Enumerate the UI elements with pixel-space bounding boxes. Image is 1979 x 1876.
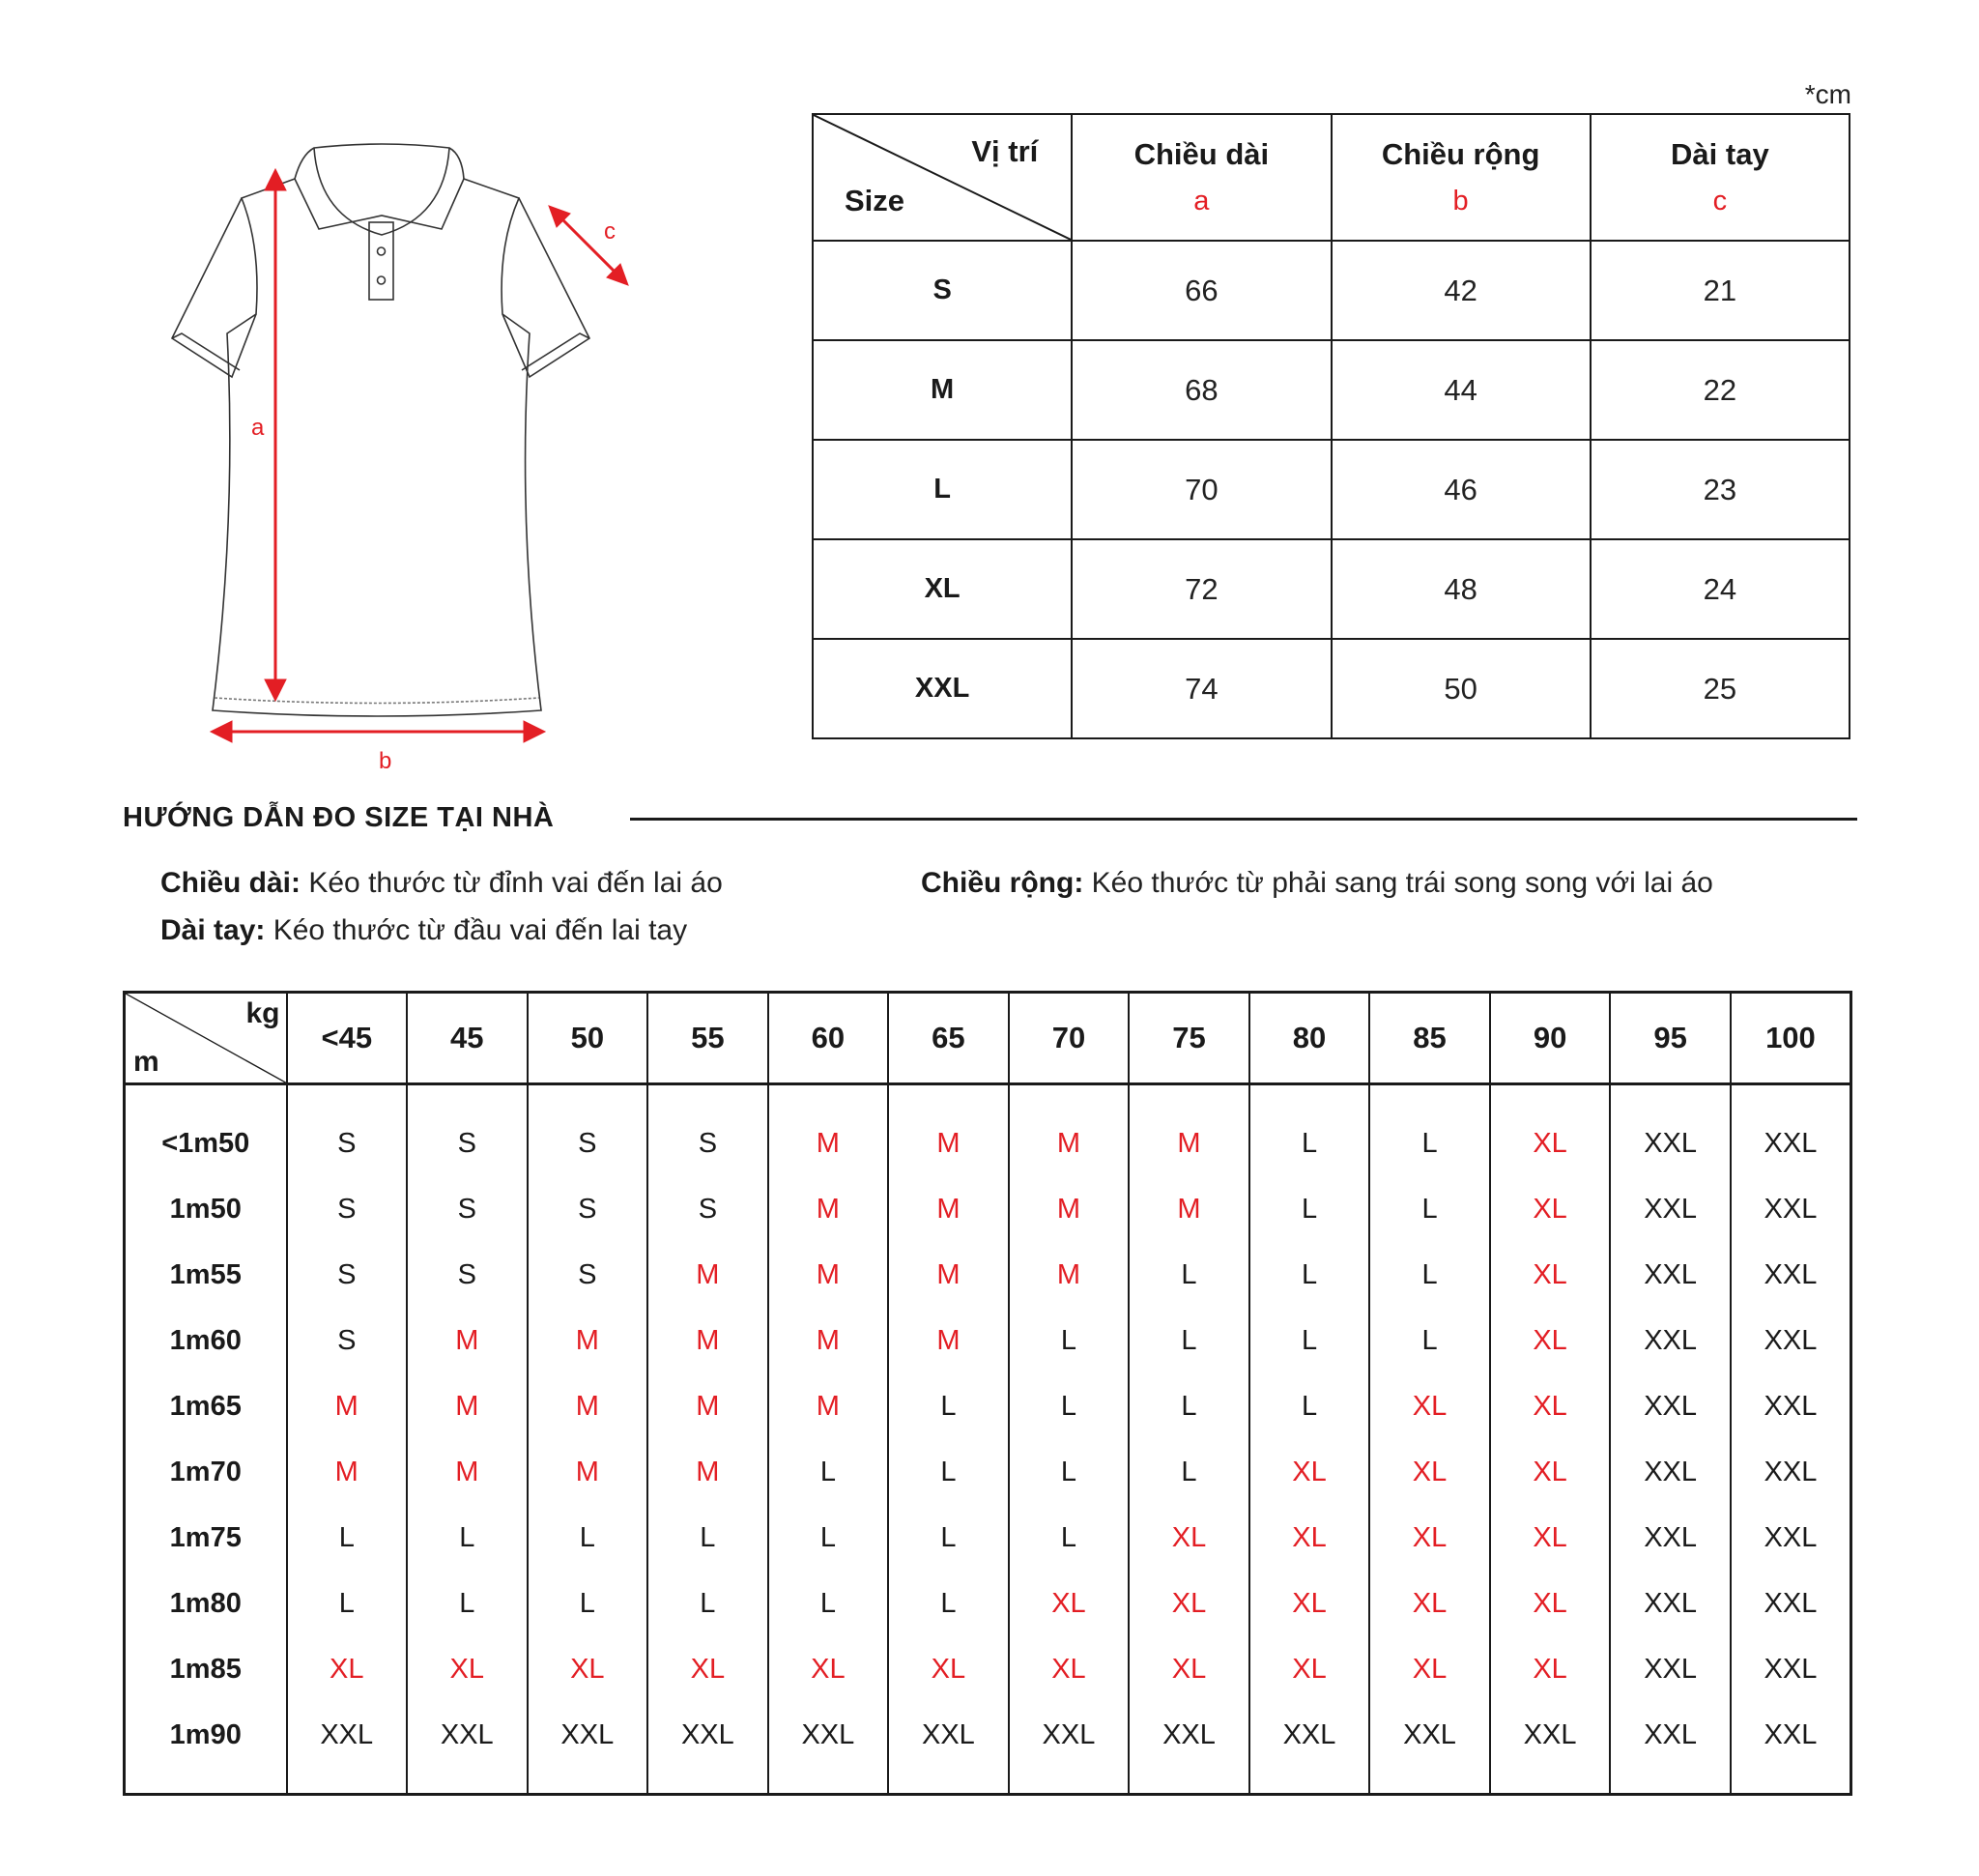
guide-title: HƯỚNG DẪN ĐO SIZE TẠI NHÀ — [123, 802, 555, 833]
size-cell: L — [1009, 1439, 1130, 1505]
size-cell: M — [647, 1373, 768, 1439]
size-cell: XL — [1369, 1373, 1490, 1439]
size-cell: L — [647, 1571, 768, 1636]
size-cell: L — [768, 1505, 889, 1571]
size-cell: XL — [1490, 1176, 1611, 1242]
size-cell: XXL — [1249, 1702, 1370, 1768]
length-arrow-top-icon — [265, 169, 286, 190]
size-cell: M — [287, 1439, 408, 1505]
size-cell: L — [407, 1505, 528, 1571]
size-cell: XXL — [1369, 1702, 1490, 1768]
measurement-value: 24 — [1591, 539, 1850, 639]
size-cell: XXL — [1009, 1702, 1130, 1768]
size-cell: L — [1369, 1176, 1490, 1242]
measurement-value: 22 — [1591, 340, 1850, 440]
size-cell: M — [528, 1373, 648, 1439]
size-cell: XXL — [1731, 1636, 1851, 1702]
size-label: L — [813, 440, 1072, 539]
size-cell: M — [407, 1373, 528, 1439]
size-cell: S — [287, 1111, 408, 1176]
size-cell: XXL — [1731, 1505, 1851, 1571]
size-cell: L — [1009, 1308, 1130, 1373]
size-cell: S — [287, 1176, 408, 1242]
size-cell: S — [287, 1308, 408, 1373]
size-cell: XXL — [647, 1702, 768, 1768]
size-cell: XXL — [1610, 1439, 1731, 1505]
size-cell: XXL — [1731, 1439, 1851, 1505]
guide-text: Kéo thước từ đỉnh vai đến lai áo — [301, 867, 723, 899]
weight-header: 55 — [647, 993, 768, 1084]
size-cell: XL — [1249, 1505, 1370, 1571]
label-c: c — [604, 218, 616, 245]
guide-text: Kéo thước từ đầu vai đến lai tay — [265, 914, 688, 946]
size-chart-row — [125, 1176, 1851, 1242]
measurement-value: 50 — [1332, 639, 1591, 738]
measurement-row — [813, 539, 1850, 639]
size-cell: XXL — [1731, 1702, 1851, 1768]
size-cell: XXL — [1610, 1373, 1731, 1439]
height-label: 1m90 — [125, 1702, 287, 1768]
size-cell: M — [768, 1242, 889, 1308]
column-label: Chiều dài — [1133, 137, 1270, 171]
size-cell: XXL — [1610, 1636, 1731, 1702]
size-cell: XXL — [1731, 1571, 1851, 1636]
size-cell: M — [528, 1308, 648, 1373]
size-cell: XXL — [1731, 1111, 1851, 1176]
size-cell: S — [528, 1111, 648, 1176]
size-chart-row — [125, 1373, 1851, 1439]
measurement-row — [813, 241, 1850, 340]
size-cell: L — [1129, 1439, 1249, 1505]
height-label: 1m85 — [125, 1636, 287, 1702]
size-chart-row — [125, 1242, 1851, 1308]
guide-item-width — [921, 867, 1713, 900]
measurement-row — [813, 639, 1850, 738]
size-chart-header-row — [125, 993, 1851, 1084]
size-chart-row — [125, 1111, 1851, 1176]
size-cell: M — [528, 1439, 648, 1505]
corner-label-position: Vị trí — [971, 134, 1039, 168]
corner-label-weight: kg — [245, 997, 280, 1029]
size-cell: L — [1249, 1176, 1370, 1242]
size-cell: M — [647, 1439, 768, 1505]
size-cell: XL — [1490, 1505, 1611, 1571]
measurement-value: 25 — [1591, 639, 1850, 738]
measurement-value: 21 — [1591, 241, 1850, 340]
size-cell: XXL — [1731, 1176, 1851, 1242]
size-cell: L — [528, 1571, 648, 1636]
size-chart-row — [125, 1571, 1851, 1636]
guide-term: Chiều dài: — [160, 867, 301, 899]
size-cell: XL — [768, 1636, 889, 1702]
size-cell: M — [888, 1176, 1009, 1242]
size-cell: XL — [1009, 1636, 1130, 1702]
size-cell: XL — [528, 1636, 648, 1702]
measurement-value: 70 — [1072, 440, 1331, 539]
size-cell: S — [407, 1242, 528, 1308]
size-cell: S — [528, 1176, 648, 1242]
size-cell: L — [1249, 1111, 1370, 1176]
size-cell: XL — [1490, 1439, 1611, 1505]
size-cell: M — [888, 1111, 1009, 1176]
size-cell: L — [888, 1373, 1009, 1439]
size-cell: M — [768, 1176, 889, 1242]
size-cell: L — [888, 1505, 1009, 1571]
height-label: <1m50 — [125, 1111, 287, 1176]
size-chart-row — [125, 1636, 1851, 1702]
size-cell: XL — [1490, 1373, 1611, 1439]
height-label: 1m80 — [125, 1571, 287, 1636]
measurement-value: 68 — [1072, 340, 1331, 440]
size-cell: L — [1249, 1373, 1370, 1439]
size-cell: M — [647, 1308, 768, 1373]
size-cell: XXL — [1731, 1373, 1851, 1439]
guide-item-sleeve — [160, 914, 687, 947]
size-cell: M — [1009, 1242, 1130, 1308]
size-cell: L — [528, 1505, 648, 1571]
size-cell: XXL — [1610, 1176, 1731, 1242]
measurement-header-row — [813, 114, 1850, 241]
measurement-value: 48 — [1332, 539, 1591, 639]
measurement-value: 74 — [1072, 639, 1331, 738]
size-cell: L — [647, 1505, 768, 1571]
weight-header: 85 — [1369, 993, 1490, 1084]
size-cell: XL — [1249, 1636, 1370, 1702]
size-cell: XL — [1249, 1439, 1370, 1505]
weight-header: <45 — [287, 993, 408, 1084]
size-cell: XXL — [528, 1702, 648, 1768]
size-cell: L — [1249, 1242, 1370, 1308]
size-cell: L — [1009, 1373, 1130, 1439]
spacer-row — [125, 1768, 1851, 1795]
shirt-outline — [172, 144, 589, 716]
size-cell: XXL — [407, 1702, 528, 1768]
size-label: XL — [813, 539, 1072, 639]
measure-arrows — [211, 169, 628, 742]
size-chart-corner-cell — [125, 993, 287, 1084]
size-cell: M — [768, 1308, 889, 1373]
size-cell: M — [768, 1373, 889, 1439]
size-cell: XXL — [1490, 1702, 1611, 1768]
size-cell: L — [1129, 1308, 1249, 1373]
guide-divider — [630, 818, 1857, 821]
size-cell: M — [768, 1111, 889, 1176]
size-cell: XXL — [1610, 1505, 1731, 1571]
size-chart-table — [123, 991, 1852, 1796]
size-cell: L — [407, 1571, 528, 1636]
measurement-value: 23 — [1591, 440, 1850, 539]
size-cell: S — [647, 1176, 768, 1242]
size-cell: XXL — [1610, 1571, 1731, 1636]
weight-header: 75 — [1129, 993, 1249, 1084]
size-cell: S — [407, 1111, 528, 1176]
weight-header: 80 — [1249, 993, 1370, 1084]
label-a: a — [251, 415, 265, 441]
size-cell: M — [407, 1308, 528, 1373]
size-cell: L — [1009, 1505, 1130, 1571]
guide-term: Dài tay: — [160, 914, 266, 946]
weight-header: 95 — [1610, 993, 1731, 1084]
column-key: a — [1193, 186, 1210, 216]
size-cell: M — [287, 1373, 408, 1439]
weight-header: 50 — [528, 993, 648, 1084]
size-cell: L — [1129, 1373, 1249, 1439]
size-cell: M — [888, 1242, 1009, 1308]
size-cell: XL — [1490, 1242, 1611, 1308]
label-b: b — [379, 748, 392, 774]
size-cell: XXL — [1731, 1308, 1851, 1373]
size-cell: XL — [1129, 1571, 1249, 1636]
size-cell: L — [1369, 1242, 1490, 1308]
size-cell: XXL — [1610, 1308, 1731, 1373]
size-cell: XXL — [768, 1702, 889, 1768]
measurement-value: 46 — [1332, 440, 1591, 539]
measurement-value: 44 — [1332, 340, 1591, 440]
height-label: 1m75 — [125, 1505, 287, 1571]
size-cell: XL — [1490, 1111, 1611, 1176]
size-cell: XL — [1490, 1308, 1611, 1373]
size-cell: XXL — [287, 1702, 408, 1768]
size-cell: XL — [1009, 1571, 1130, 1636]
column-key: b — [1452, 186, 1469, 216]
weight-header: 70 — [1009, 993, 1130, 1084]
column-label: Chiều rộng — [1381, 137, 1540, 171]
column-header-sleeve — [1591, 114, 1850, 241]
size-label: XXL — [813, 639, 1072, 738]
height-label: 1m55 — [125, 1242, 287, 1308]
size-cell: XXL — [1129, 1702, 1249, 1768]
measurement-row — [813, 440, 1850, 539]
size-cell: S — [407, 1176, 528, 1242]
weight-header: 65 — [888, 993, 1009, 1084]
height-label: 1m70 — [125, 1439, 287, 1505]
corner-label-height: m — [133, 1046, 159, 1078]
column-key: c — [1712, 186, 1728, 216]
size-cell: M — [1009, 1111, 1130, 1176]
weight-header: 100 — [1731, 993, 1851, 1084]
width-arrow-left-icon — [211, 721, 232, 742]
size-cell: L — [1249, 1308, 1370, 1373]
size-cell: XXL — [1731, 1242, 1851, 1308]
size-cell: XXL — [1610, 1242, 1731, 1308]
size-cell: L — [287, 1505, 408, 1571]
size-chart-row — [125, 1702, 1851, 1768]
size-chart-row — [125, 1439, 1851, 1505]
spacer-row — [125, 1084, 1851, 1111]
size-cell: XL — [1490, 1636, 1611, 1702]
size-cell: M — [1129, 1176, 1249, 1242]
size-cell: XL — [1369, 1439, 1490, 1505]
size-cell: M — [1009, 1176, 1130, 1242]
weight-header: 60 — [768, 993, 889, 1084]
corner-label-size: Size — [845, 184, 905, 217]
size-label: S — [813, 241, 1072, 340]
size-cell: M — [888, 1308, 1009, 1373]
size-cell: L — [768, 1571, 889, 1636]
size-cell: XL — [1369, 1636, 1490, 1702]
column-header-length — [1072, 114, 1331, 241]
size-label: M — [813, 340, 1072, 440]
guide-term: Chiều rộng: — [921, 867, 1084, 899]
height-label: 1m65 — [125, 1373, 287, 1439]
size-cell: L — [888, 1571, 1009, 1636]
size-cell: XL — [1490, 1571, 1611, 1636]
height-label: 1m50 — [125, 1176, 287, 1242]
guide-text: Kéo thước từ phải sang trái song song với lai áo — [1083, 867, 1713, 899]
size-cell: XL — [647, 1636, 768, 1702]
size-chart-row — [125, 1308, 1851, 1373]
size-cell: M — [647, 1242, 768, 1308]
size-cell: S — [528, 1242, 648, 1308]
size-cell: S — [287, 1242, 408, 1308]
size-cell: XL — [407, 1636, 528, 1702]
size-cell: M — [407, 1439, 528, 1505]
height-label: 1m60 — [125, 1308, 287, 1373]
guide-item-length — [160, 867, 723, 900]
size-cell: L — [1129, 1242, 1249, 1308]
polo-shirt-diagram — [155, 130, 754, 788]
size-cell: S — [647, 1111, 768, 1176]
size-cell: XXL — [1610, 1702, 1731, 1768]
unit-note: *cm — [1804, 79, 1851, 109]
measurement-value: 42 — [1332, 241, 1591, 340]
weight-header: 90 — [1490, 993, 1611, 1084]
size-cell: L — [287, 1571, 408, 1636]
measurement-value: 72 — [1072, 539, 1331, 639]
size-cell: XL — [287, 1636, 408, 1702]
size-cell: M — [1129, 1111, 1249, 1176]
measurement-table — [812, 113, 1850, 739]
length-arrow-bottom-icon — [265, 679, 286, 701]
measurement-value: 66 — [1072, 241, 1331, 340]
size-cell: XL — [1249, 1571, 1370, 1636]
size-cell: L — [1369, 1111, 1490, 1176]
size-cell: XL — [1369, 1505, 1490, 1571]
width-arrow-right-icon — [524, 721, 545, 742]
column-label: Dài tay — [1671, 137, 1769, 171]
size-cell: XL — [1129, 1636, 1249, 1702]
size-cell: XXL — [888, 1702, 1009, 1768]
size-cell: XXL — [1610, 1111, 1731, 1176]
column-header-width — [1332, 114, 1591, 241]
size-cell: XL — [1129, 1505, 1249, 1571]
size-chart-row — [125, 1505, 1851, 1571]
size-cell: XL — [1369, 1571, 1490, 1636]
size-cell: L — [888, 1439, 1009, 1505]
measurement-corner-cell — [813, 114, 1072, 241]
size-cell: L — [768, 1439, 889, 1505]
weight-header: 45 — [407, 993, 528, 1084]
size-cell: L — [1369, 1308, 1490, 1373]
measurement-row — [813, 340, 1850, 440]
size-cell: XL — [888, 1636, 1009, 1702]
